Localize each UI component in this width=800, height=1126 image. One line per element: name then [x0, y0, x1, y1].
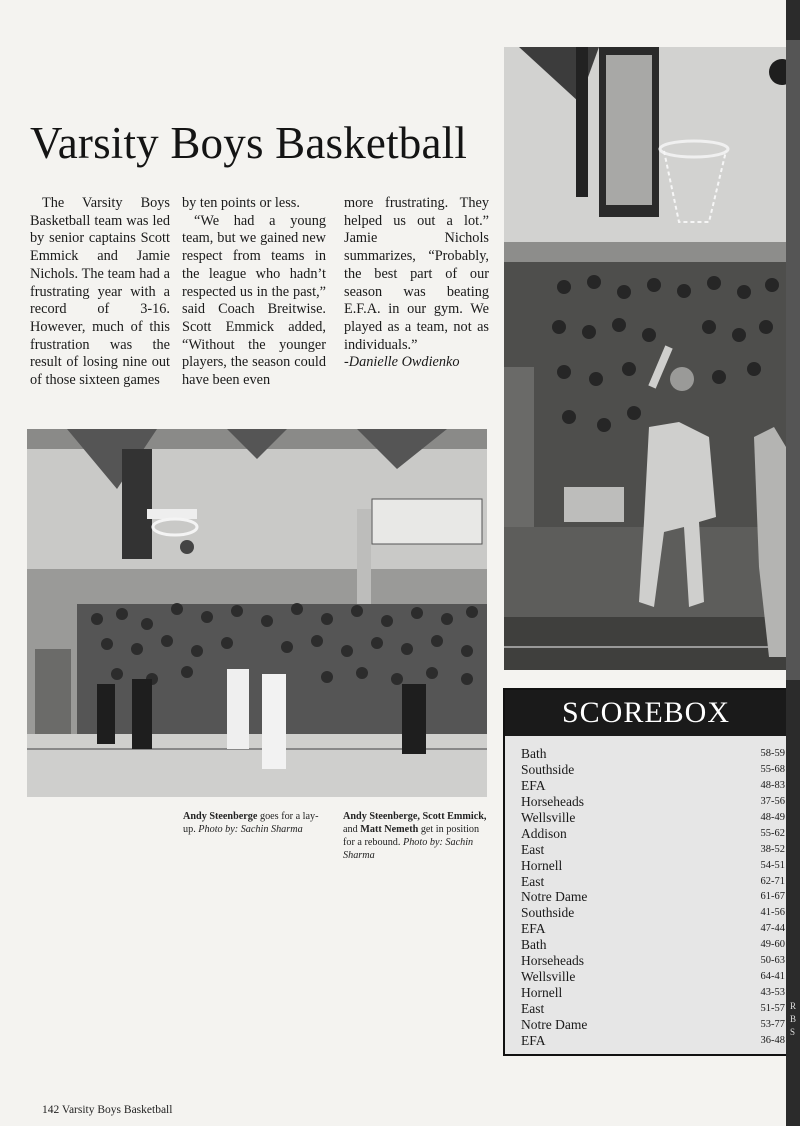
- scorebox-row: [521, 762, 785, 778]
- scorebox-row: [521, 921, 785, 937]
- opponent-name: Southside: [521, 905, 575, 921]
- game-score: 48-49: [760, 811, 785, 823]
- scorebox-row: [521, 858, 785, 874]
- game-score: 54-51: [760, 859, 785, 871]
- game-score: 53-77: [760, 1018, 785, 1030]
- opponent-name: Bath: [521, 937, 547, 953]
- article-column-3: [344, 195, 489, 372]
- caption-names: Matt Nemeth: [360, 824, 419, 835]
- photo-rebound-image: [504, 47, 786, 670]
- game-score: 43-53: [760, 987, 785, 999]
- scorebox-row: [521, 1001, 785, 1017]
- article-column-2: [182, 195, 326, 390]
- scorebox-row: [521, 969, 785, 985]
- scorebox-row: [521, 1017, 785, 1033]
- opponent-name: Horseheads: [521, 953, 584, 969]
- adjacent-page-text: R: [790, 1001, 797, 1011]
- game-score: 58-59: [760, 748, 785, 759]
- scorebox-row: [521, 1033, 785, 1049]
- opponent-name: Hornell: [521, 857, 563, 873]
- opponent-name: Wellsville: [521, 809, 576, 825]
- scorebox-row: [521, 826, 785, 842]
- opponent-name: East: [521, 873, 545, 889]
- game-score: 55-68: [760, 763, 785, 775]
- opponent-name: Notre Dame: [521, 889, 588, 905]
- game-score: 36-48: [760, 1034, 785, 1046]
- adjacent-page-edge: [786, 0, 800, 1126]
- page-footer: 142 Varsity Boys Basketball: [42, 1104, 173, 1116]
- article-column-1: [30, 195, 170, 390]
- article-paragraph: by ten points or less.: [182, 195, 300, 211]
- opponent-name: Hornell: [521, 985, 563, 1001]
- caption-text: and: [343, 824, 361, 835]
- adjacent-page-text: S: [790, 1027, 796, 1037]
- game-score: 61-67: [760, 891, 785, 903]
- caption-text: get in position for a rebound.: [343, 824, 480, 848]
- photo-layup: [27, 429, 487, 797]
- caption-credit: Photo by: Sachin Sharma: [343, 837, 474, 861]
- scorebox-row: [521, 794, 785, 810]
- scorebox-row: [521, 874, 785, 890]
- scorebox-row: [521, 905, 785, 921]
- caption-credit: Photo by: Sachin Sharma: [198, 824, 303, 835]
- scorebox-row: [521, 889, 785, 905]
- opponent-name: EFA: [521, 921, 546, 937]
- opponent-name: EFA: [521, 1032, 546, 1048]
- photo-layup-image: [27, 429, 487, 797]
- opponent-name: Addison: [521, 825, 567, 841]
- adjacent-page-text: B: [790, 1014, 797, 1024]
- scorebox-row: [521, 842, 785, 858]
- game-score: 38-52: [760, 843, 785, 855]
- caption-text: goes for a lay-up.: [183, 811, 319, 835]
- opponent-name: East: [521, 841, 545, 857]
- scorebox-row: [521, 810, 785, 826]
- game-score: 55-62: [760, 827, 785, 839]
- opponent-name: Southside: [521, 761, 575, 777]
- game-score: 64-41: [760, 971, 785, 983]
- scorebox-row: [521, 937, 785, 953]
- scorebox: [503, 688, 789, 1056]
- adjacent-page-photo: [786, 40, 800, 680]
- opponent-name: Wellsville: [521, 969, 576, 985]
- photo-caption-layup: [183, 810, 328, 836]
- game-score: 48-83: [760, 779, 785, 791]
- game-score: 47-44: [760, 923, 785, 935]
- scorebox-title: SCOREBOX: [505, 690, 787, 736]
- game-score: 50-63: [760, 955, 785, 967]
- game-score: 62-71: [760, 875, 785, 887]
- game-score: 41-56: [760, 907, 785, 919]
- photo-caption-rebound: [343, 810, 488, 862]
- byline: -Danielle Owdienko: [344, 354, 460, 371]
- scorebox-row: [521, 985, 785, 1001]
- game-score: 37-56: [760, 795, 785, 807]
- opponent-name: East: [521, 1001, 545, 1016]
- page-title: Varsity Boys Basketball: [30, 118, 468, 168]
- opponent-name: EFA: [521, 777, 546, 793]
- photo-rebound: [504, 47, 786, 670]
- scorebox-row: [521, 746, 785, 762]
- caption-names: Andy Steenberge, Scott Emmick,: [343, 811, 487, 822]
- scorebox-row: [521, 778, 785, 794]
- article-paragraph: more frustrating. They helped us out a lot.” Jamie Nichols summarizes, “Probably, the best part of our season was beating E.F.A. in our gym. We played as a team, not as individuals.”: [344, 195, 489, 353]
- opponent-name: Notre Dame: [521, 1016, 588, 1032]
- caption-names: Andy Steenberge: [183, 811, 258, 822]
- scorebox-list: [521, 746, 785, 1049]
- game-score: 49-60: [760, 939, 785, 951]
- game-score: 51-57: [760, 1003, 785, 1014]
- scorebox-row: [521, 953, 785, 969]
- article-paragraph: “We had a young team, but we gained new respect from teams in the league who hadn’t respected us in the past,” said Coach Breitwise. Scott Emmick added, “Without the younger players, the season could have been even: [182, 212, 326, 389]
- article-paragraph: The Varsity Boys Basketball team was led by senior captains Scott Emmick and Jamie Nichols. The team had a frustrating year with a record of 3-16. However, much of this frustration was the result of losing nine out of those sixteen games: [30, 195, 170, 389]
- opponent-name: Bath: [521, 746, 547, 761]
- opponent-name: Horseheads: [521, 793, 584, 809]
